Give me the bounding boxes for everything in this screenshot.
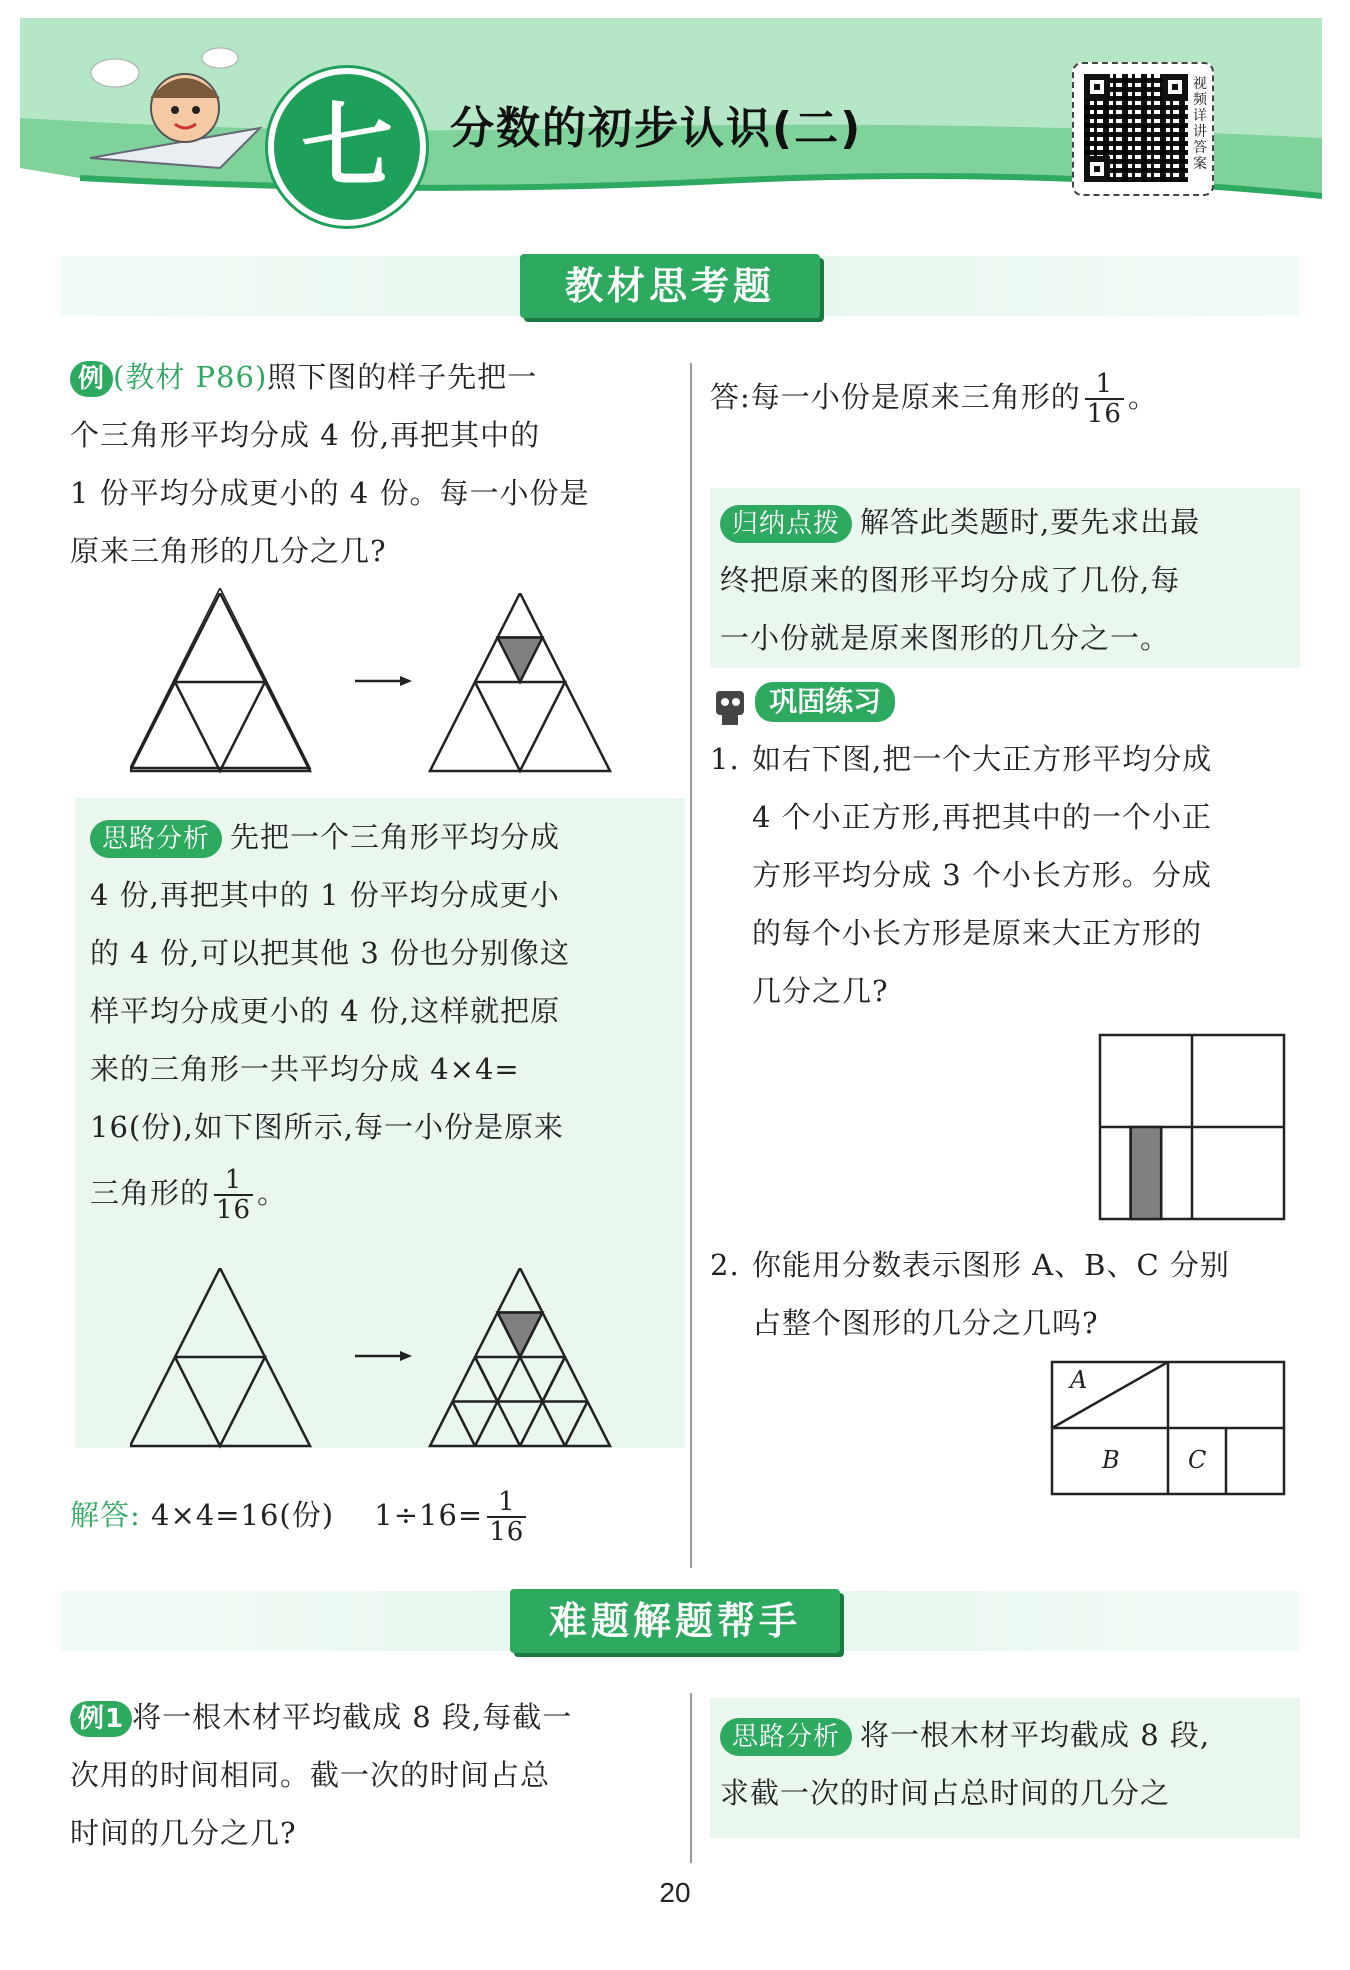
analysis-line: 三角形的 [90, 1176, 211, 1210]
example-line: 个三角形平均分成 4 份,再把其中的 [70, 418, 541, 452]
fraction: $\frac{1}{16}$ [216, 1165, 252, 1225]
column-divider [690, 363, 692, 1568]
analysis-line: 样平均分成更小的 4 份,这样就把原 [90, 994, 561, 1028]
robot-icon [710, 685, 750, 729]
chapter-header [20, 18, 1322, 228]
rectangle-figure [1050, 1360, 1290, 1500]
question-line: 如右下图,把一个大正方形平均分成 [752, 742, 1213, 776]
analysis-line: 来的三角形一共平均分成 4×4= [90, 1052, 520, 1086]
question-line: 的每个小长方形是原来大正方形的 [752, 916, 1203, 950]
square-figure [1098, 1033, 1288, 1223]
example-line: 将一根木材平均截成 8 段,每截一 [132, 1700, 573, 1734]
analysis-line: 的 4 份,可以把其他 3 份也分别像这 [90, 936, 570, 970]
summary-tag: 归纳点拨 [720, 505, 852, 543]
label-c: C [1188, 1446, 1207, 1474]
solution-expr: 4×4=16(份) [151, 1498, 335, 1532]
qr-finder-icon [1084, 156, 1110, 182]
qr-finder-icon [1162, 74, 1188, 100]
analysis-line: 求截一次的时间占总时间的几分之 [720, 1776, 1171, 1810]
section-title-textbook: 教材思考题 [520, 254, 820, 318]
question-1 [710, 730, 1310, 1020]
summary-line: 一小份就是原来图形的几分之一。 [720, 621, 1171, 655]
example-question [70, 348, 680, 580]
question-line: 方形平均分成 3 个小长方形。分成 [752, 858, 1212, 892]
qr-finder-icon [1084, 74, 1110, 100]
qr-label: 视频详讲答案 [1193, 76, 1207, 172]
label-a: A [1070, 1366, 1088, 1394]
example-label: 例1 [70, 1701, 132, 1737]
question-line: 几分之几? [752, 974, 889, 1008]
triangle-figure-1b [130, 593, 620, 778]
answer-text: 答:每一小份是原来三角形的 [710, 380, 1081, 414]
hard-example [70, 1688, 680, 1862]
column-divider [690, 1693, 692, 1863]
analysis-line: 先把一个三角形平均分成 [230, 820, 561, 854]
solution [70, 1486, 690, 1546]
page [20, 18, 1322, 1948]
chapter-title: 分数的初步认识(二) [450, 103, 863, 154]
example-label: 例 [70, 361, 113, 397]
summary-text [720, 493, 1300, 667]
fraction: $\frac{1}{16}$ [489, 1487, 525, 1547]
textbook-ref: (教材 P86) [113, 360, 268, 394]
example-line: 1 份平均分成更小的 4 份。每一小份是 [70, 476, 590, 510]
qr-code[interactable] [1072, 62, 1214, 196]
triangle-figure-2 [130, 1268, 620, 1453]
chapter-number-badge: 七 [268, 68, 426, 226]
example-line: 照下图的样子先把一 [267, 360, 538, 394]
analysis-text: 思路分析 先把一个三角形平均分成 4 份,再把其中的 1 份平均分成更小 的 4 份,可以把其他 3 份也分别像这 样平均分成更小的 4 份,这样就把原 来的三角形一共平均分成 4×4= 16(份),如下图所示,每一小份是原来 三角形的 $\frac{1}{16}$ 。 [90, 808, 680, 1224]
right-answer: 答:每一小份是原来三角形的 $\frac{1}{16}$ 。 [710, 369, 1158, 429]
question-2 [710, 1236, 1310, 1352]
question-line: 占整个图形的几分之几吗? [752, 1306, 1099, 1340]
analysis-tag: 思路分析 [90, 820, 222, 858]
practice-title: 巩固练习 [755, 682, 895, 722]
example-line: 原来三角形的几分之几? [70, 534, 387, 568]
summary-line: 终把原来的图形平均分成了几份,每 [720, 563, 1181, 597]
analysis-line: 将一根木材平均截成 8 段, [860, 1718, 1211, 1752]
question-number: 1. [710, 742, 740, 776]
section-title-hard: 难题解题帮手 [510, 1589, 840, 1653]
summary-line: 解答此类题时,要先求出最 [860, 505, 1201, 539]
analysis-line: 4 份,再把其中的 1 份平均分成更小 [90, 878, 560, 912]
question-number: 2. [710, 1248, 740, 1282]
analysis-tag: 思路分析 [720, 1718, 852, 1756]
page-number: 20 [659, 1877, 691, 1908]
example-line: 时间的几分之几? [70, 1816, 297, 1850]
example-line: 次用的时间相同。截一次的时间占总 [70, 1758, 551, 1792]
analysis-line: 16(份),如下图所示,每一小份是原来 [90, 1110, 564, 1144]
solution-label: 解答: [70, 1498, 141, 1532]
question-line: 你能用分数表示图形 A、B、C 分别 [752, 1248, 1230, 1282]
question-line: 4 个小正方形,再把其中的一个小正 [752, 800, 1212, 834]
hard-analysis [720, 1706, 1300, 1822]
practice-heading [710, 682, 895, 729]
label-b: B [1102, 1446, 1120, 1474]
fraction: $\frac{1}{16}$ [1086, 369, 1122, 429]
solution-expr: 1÷16= [374, 1498, 484, 1532]
